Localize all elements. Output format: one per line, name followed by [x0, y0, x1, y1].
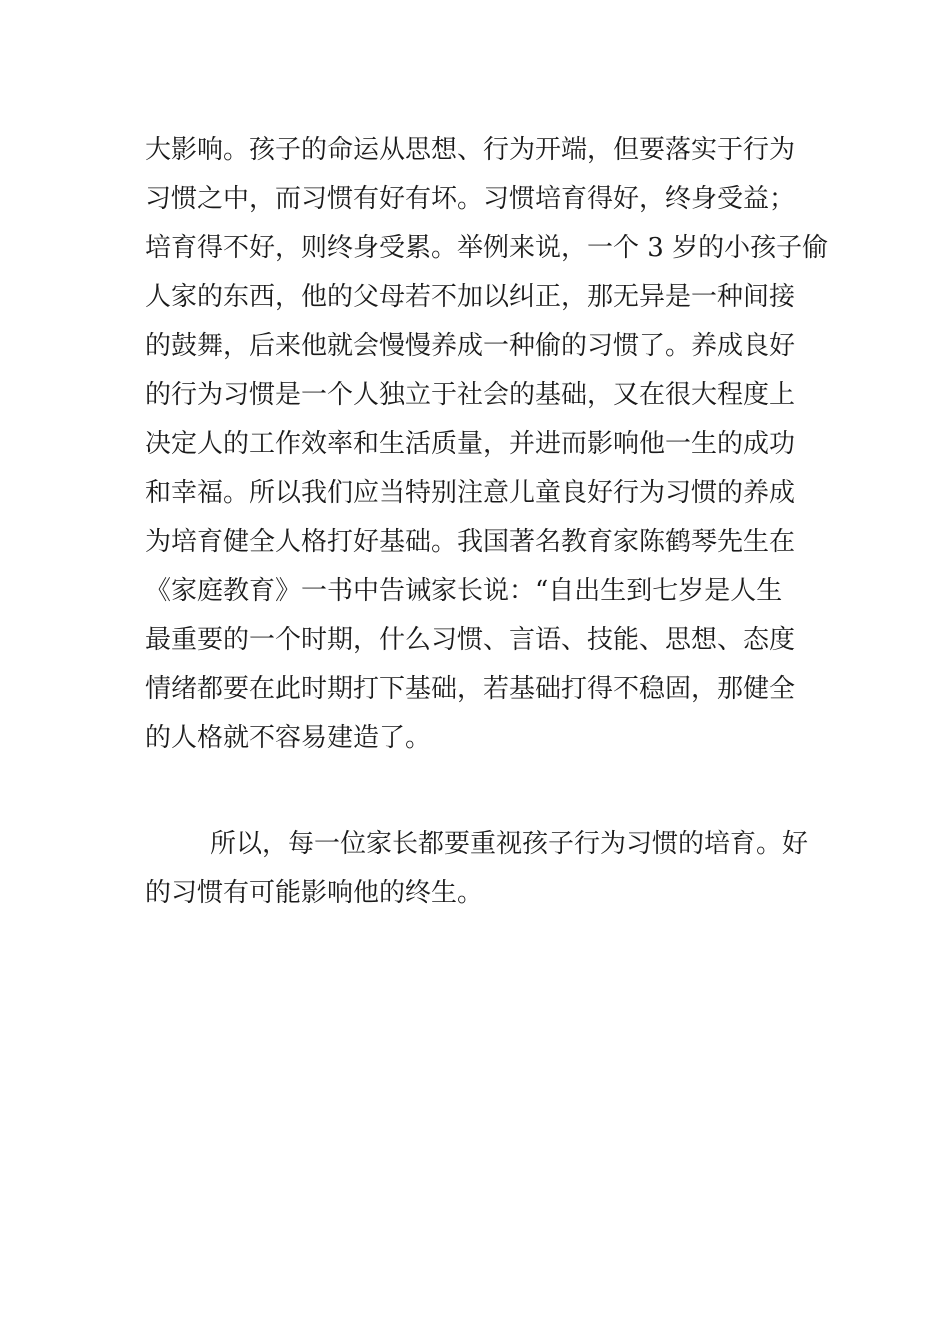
paragraph-line: 《家庭教育》一书中告诫家长说：“自出生到七岁是人生: [145, 576, 783, 606]
paragraph-line: 习惯之中，而习惯有好有坏。习惯培育得好，终身受益；: [145, 184, 796, 214]
paragraph-line: 最重要的一个时期，什么习惯、言语、技能、思想、态度: [145, 625, 796, 655]
paragraph-habits-importance: [145, 126, 829, 763]
paragraph-line: 情绪都要在此时期打下基础，若基础打得不稳固，那健全: [145, 674, 796, 704]
paragraph-line: 的行为习惯是一个人独立于社会的基础，又在很大程度上: [145, 380, 796, 410]
paragraph-line: 决定人的工作效率和生活质量，并进而影响他一生的成功: [145, 429, 796, 459]
paragraph-line: 的人格就不容易建造了。: [145, 723, 432, 753]
paragraph-line: 为培育健全人格打好基础。我国著名教育家陈鹤琴先生在: [145, 527, 796, 557]
paragraph-line: 人家的东西，他的父母若不加以纠正，那无异是一种间接: [145, 282, 796, 312]
paragraph-line: 和幸福。所以我们应当特别注意儿童良好行为习惯的养成: [145, 478, 796, 508]
paragraph-line: 培育得不好，则终身受累。举例来说，一个 3 岁的小孩子偷: [145, 233, 829, 263]
paragraph-line: 的鼓舞，后来他就会慢慢养成一种偷的习惯了。养成良好: [145, 331, 796, 361]
paragraph-conclusion: [145, 820, 809, 918]
paragraph-line: 所以，每一位家长都要重视孩子行为习惯的培育。好: [210, 829, 809, 859]
paragraph-line: 大影响。孩子的命运从思想、行为开端，但要落实于行为: [145, 135, 796, 165]
paragraph-line: 的习惯有可能影响他的终生。: [145, 878, 484, 908]
